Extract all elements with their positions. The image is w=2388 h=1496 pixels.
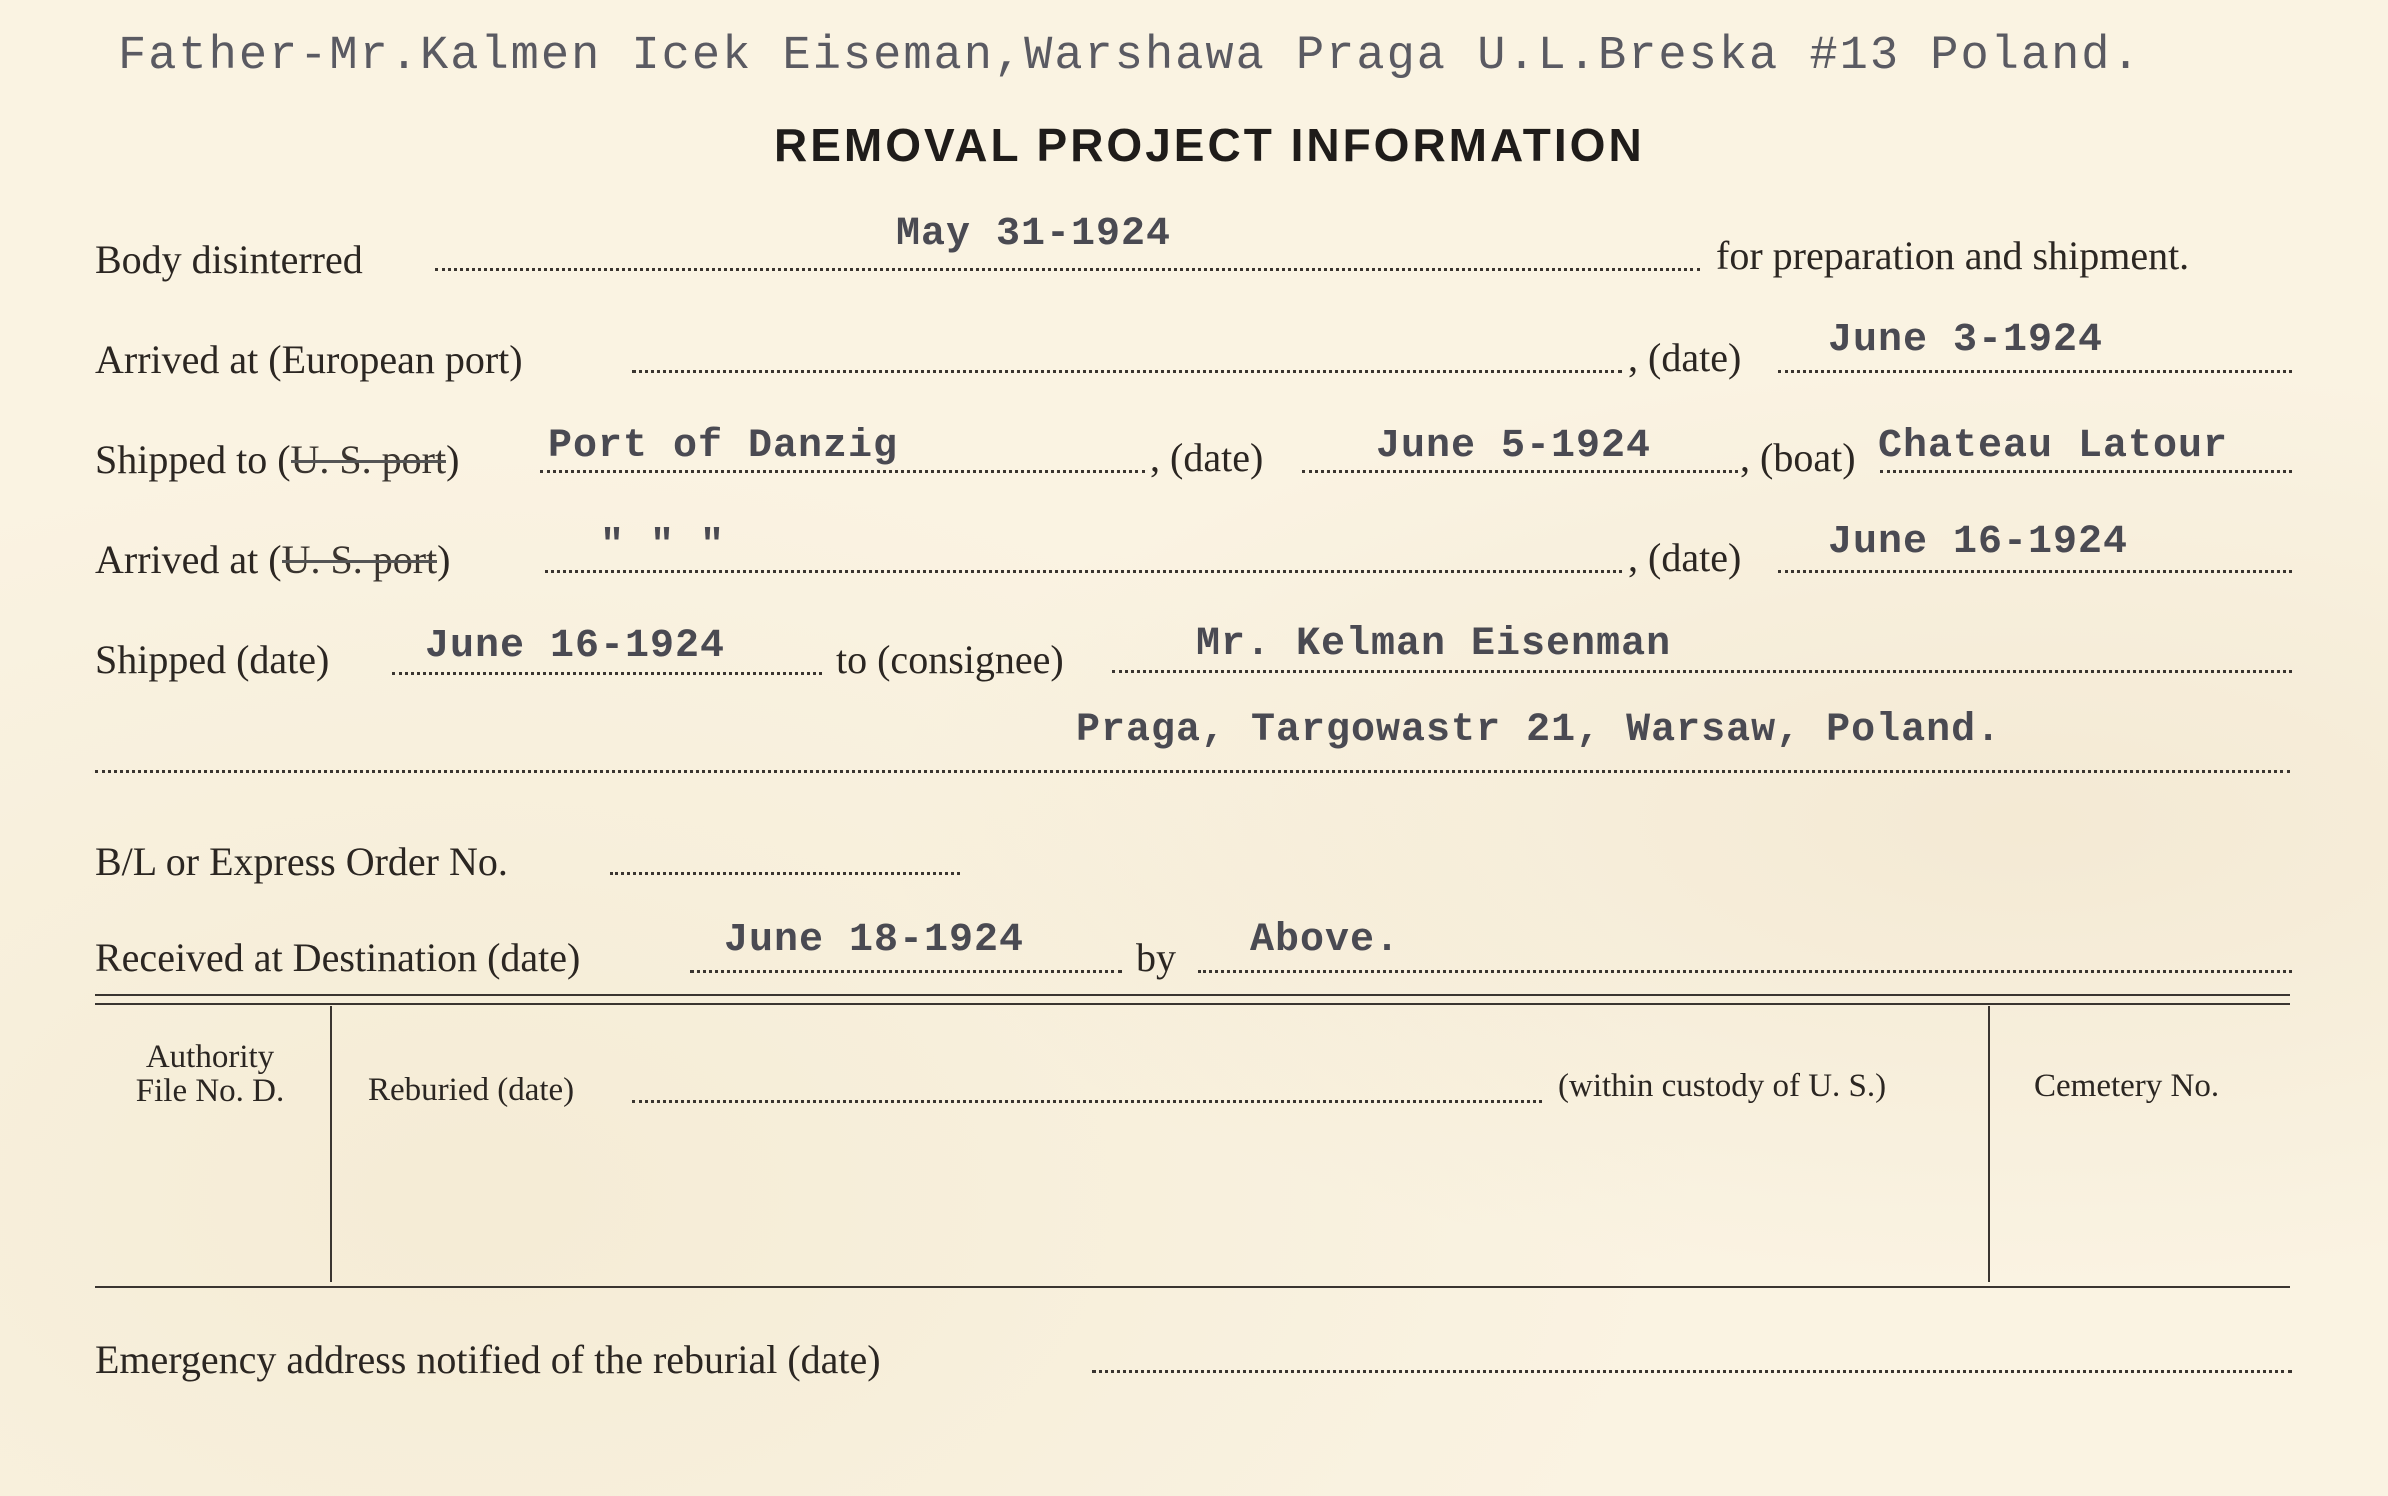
shipped-date-line xyxy=(392,672,822,675)
bl-label: B/L or Express Order No. xyxy=(95,839,508,884)
table-top-rule-2 xyxy=(95,1003,2290,1005)
consignee-label: to (consignee) xyxy=(836,637,1064,682)
arrived-at-date-label: , (date) xyxy=(1628,535,1742,580)
bl-line xyxy=(610,872,960,875)
authority-label: Authority File No. D. xyxy=(135,1039,285,1109)
arrived-european-date: June 3-1924 xyxy=(1828,318,2104,363)
arrived-european-label: Arrived at (European port) xyxy=(95,337,523,382)
consignee-address: Praga, Targowastr 21, Warsaw, Poland. xyxy=(1076,708,2002,753)
emergency-label: Emergency address notified of the reburial (date) xyxy=(95,1337,881,1382)
shipped-to-date: June 5-1924 xyxy=(1376,424,1652,469)
emergency-line xyxy=(1092,1370,2292,1373)
arrived-european-line xyxy=(632,370,1622,373)
shipped-to-date-label: , (date) xyxy=(1150,435,1264,480)
shipped-to-date-line xyxy=(1302,470,1738,473)
arrived-at-line xyxy=(545,570,1622,573)
reburied-line xyxy=(632,1100,1542,1103)
received-by: Above. xyxy=(1250,918,1401,963)
boat-label: , (boat) xyxy=(1740,435,1856,480)
shipped-date-label: Shipped (date) xyxy=(95,637,330,682)
shipped-to-line xyxy=(540,470,1145,473)
body-disinterred-line xyxy=(435,268,1700,271)
consignee-name: Mr. Kelman Eisenman xyxy=(1196,622,1672,667)
boat-line xyxy=(1880,470,2292,473)
table-divider-1 xyxy=(330,1006,332,1282)
cemetery-label: Cemetery No. xyxy=(2034,1068,2220,1104)
received-by-label: by xyxy=(1136,935,1176,980)
arrived-european-date-line xyxy=(1778,370,2292,373)
arrived-at-ditto: " " " xyxy=(600,524,726,569)
received-date: June 18-1924 xyxy=(724,918,1025,963)
received-by-line xyxy=(1198,970,2292,973)
table-bottom-rule xyxy=(95,1286,2290,1288)
table-top-rule-1 xyxy=(95,994,2290,996)
body-disinterred-label: Body disinterred xyxy=(95,237,363,282)
father-line: Father-Mr.Kalmen Icek Eiseman,Warshawa Praga U.L.Breska #13 Poland. xyxy=(118,30,2142,83)
boat-name: Chateau Latour xyxy=(1878,424,2229,469)
table-divider-2 xyxy=(1988,1006,1990,1282)
arrived-at-date: June 16-1924 xyxy=(1828,520,2129,565)
arrived-at-label: Arrived at (U. S. port) xyxy=(95,537,451,582)
reburied-label: Reburied (date) xyxy=(368,1072,575,1108)
received-date-line xyxy=(690,970,1122,973)
form-title: REMOVAL PROJECT INFORMATION xyxy=(774,119,1645,171)
shipped-to-port: Port of Danzig xyxy=(548,424,899,469)
arrived-at-date-line xyxy=(1778,570,2292,573)
address-line xyxy=(95,770,2290,773)
consignee-line xyxy=(1112,670,2292,673)
shipped-to-label: Shipped to (U. S. port) xyxy=(95,437,460,482)
custody-label: (within custody of U. S.) xyxy=(1558,1068,1887,1104)
struck-us-port: U. S. port xyxy=(290,437,447,482)
struck-us-port-2: U. S. port xyxy=(281,537,438,582)
shipped-date-value: June 16-1924 xyxy=(425,624,726,669)
received-label: Received at Destination (date) xyxy=(95,935,581,980)
body-disinterred-suffix: for preparation and shipment. xyxy=(1716,233,2190,278)
arrived-european-date-label: , (date) xyxy=(1628,335,1742,380)
body-disinterred-value: May 31-1924 xyxy=(896,212,1172,257)
